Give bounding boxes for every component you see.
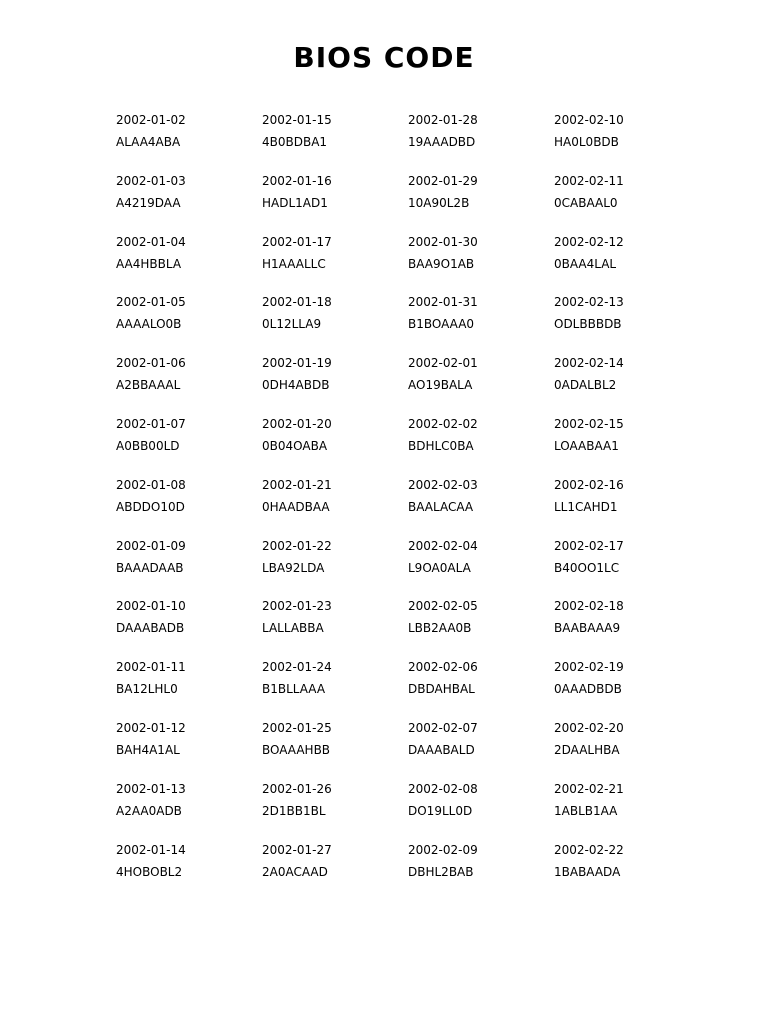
bios-entry [408, 657, 554, 718]
entry-date: 2002-02-14 [554, 356, 624, 371]
bios-entry [116, 414, 262, 475]
bios-entry [116, 353, 262, 414]
entry-date: 2002-02-04 [408, 538, 478, 553]
entry-code: 2A0ACAAD [262, 864, 328, 879]
bios-entry [262, 779, 408, 840]
entry-code: LBB2AA0B [408, 621, 472, 636]
entry-code: AA4HBBLA [116, 256, 182, 271]
entry-code: 0BAA4LAL [554, 256, 617, 271]
bios-entry [116, 840, 262, 901]
bios-entry [116, 292, 262, 353]
bios-entry [116, 779, 262, 840]
bios-entry [262, 353, 408, 414]
bios-entry [408, 353, 554, 414]
entry-code: 1ABLB1AA [554, 803, 618, 818]
bios-entry [262, 171, 408, 232]
bios-entry [408, 840, 554, 901]
bios-entry [408, 292, 554, 353]
entry-date: 2002-02-22 [554, 842, 624, 857]
entry-code: LL1CAHD1 [554, 499, 618, 514]
entry-date: 2002-01-24 [262, 660, 332, 675]
entry-code: 0B04OABA [262, 438, 328, 453]
entry-date: 2002-01-25 [262, 720, 332, 735]
entry-date: 2002-02-09 [408, 842, 478, 857]
entry-date: 2002-02-19 [554, 660, 624, 675]
entry-date: 2002-01-22 [262, 538, 332, 553]
bios-entry [554, 536, 700, 597]
bios-entry [554, 718, 700, 779]
bios-entry [262, 110, 408, 171]
entry-date: 2002-02-02 [408, 416, 478, 431]
entry-date: 2002-02-20 [554, 720, 624, 735]
bios-entry [408, 536, 554, 597]
bios-entry [408, 232, 554, 293]
entry-code: 4HOBOBL2 [116, 864, 183, 879]
entry-code: DAAABALD [408, 742, 475, 757]
entry-code: B40OO1LC [554, 560, 620, 575]
entry-date: 2002-01-29 [408, 173, 478, 188]
bios-entry [408, 171, 554, 232]
entry-code: BDHLC0BA [408, 438, 474, 453]
bios-entry [116, 657, 262, 718]
entry-code: 0CABAAL0 [554, 195, 618, 210]
entry-date: 2002-02-15 [554, 416, 624, 431]
entry-date: 2002-02-18 [554, 599, 624, 614]
entry-date: 2002-01-14 [116, 842, 186, 857]
entry-code: 0HAADBAA [262, 499, 330, 514]
entry-code: LOAABAA1 [554, 438, 619, 453]
entry-date: 2002-02-07 [408, 720, 478, 735]
entry-date: 2002-01-10 [116, 599, 186, 614]
entry-code: BAH4A1AL [116, 742, 180, 757]
entry-date: 2002-01-05 [116, 295, 186, 310]
entry-code: 0ADALBL2 [554, 378, 617, 393]
entry-code: A2BBAAAL [116, 378, 181, 393]
entry-date: 2002-01-23 [262, 599, 332, 614]
entry-date: 2002-02-12 [554, 234, 624, 249]
entry-date: 2002-02-21 [554, 781, 624, 796]
entry-code: DAAABADB [116, 621, 185, 636]
entry-date: 2002-01-09 [116, 538, 186, 553]
bios-entry [262, 840, 408, 901]
entry-code: 19AAADBD [408, 135, 476, 149]
entry-code: 0L12LLA9 [262, 317, 322, 332]
entry-code: BAA9O1AB [408, 256, 475, 271]
entry-date: 2002-01-26 [262, 781, 332, 796]
bios-code-table [116, 110, 716, 900]
entry-date: 2002-02-01 [408, 356, 478, 371]
bios-entry [554, 596, 700, 657]
entry-code: A2AA0ADB [116, 803, 182, 818]
entry-date: 2002-02-05 [408, 599, 478, 614]
entry-code: L9OA0ALA [408, 560, 471, 575]
bios-entry [408, 718, 554, 779]
entry-code: BA12LHL0 [116, 682, 178, 697]
entry-code: ODLBBBDB [554, 317, 622, 332]
entry-date: 2002-02-08 [408, 781, 478, 796]
bios-entry [116, 536, 262, 597]
bios-entry [408, 596, 554, 657]
bios-entry [262, 292, 408, 353]
entry-date: 2002-01-02 [116, 113, 186, 127]
entry-date: 2002-01-12 [116, 720, 186, 735]
entry-code: 2D1BB1BL [262, 803, 326, 818]
entry-date: 2002-01-27 [262, 842, 332, 857]
entry-code: A0BB00LD [116, 438, 180, 453]
entry-code: DBDAHBAL [408, 682, 475, 697]
entry-date: 2002-02-11 [554, 173, 624, 188]
entry-code: ALAA4ABA [116, 135, 181, 149]
entry-date: 2002-01-07 [116, 416, 186, 431]
bios-entry [408, 110, 554, 171]
entry-code: B1BLLAAA [262, 682, 326, 697]
page-title: BIOS CODE [293, 41, 475, 74]
bios-entry [554, 840, 700, 901]
entry-date: 2002-01-15 [262, 113, 332, 127]
entry-code: DO19LL0D [408, 803, 473, 818]
entry-date: 2002-01-04 [116, 234, 186, 249]
entry-date: 2002-01-28 [408, 113, 478, 127]
bios-entry [554, 292, 700, 353]
entry-code: BAAADAAB [116, 560, 184, 575]
bios-entry [116, 596, 262, 657]
entry-code: BOAAAHBB [262, 742, 331, 757]
entry-code: LALLABBA [262, 621, 324, 636]
entry-date: 2002-01-21 [262, 477, 332, 492]
entry-date: 2002-01-20 [262, 416, 332, 431]
entry-code: 4B0BDBA1 [262, 135, 328, 149]
bios-entry [116, 718, 262, 779]
entry-code: 2DAALHBA [554, 742, 620, 757]
entry-date: 2002-01-03 [116, 173, 186, 188]
bios-entry [116, 475, 262, 536]
bios-entry [262, 232, 408, 293]
entry-date: 2002-01-17 [262, 234, 332, 249]
bios-entry [554, 779, 700, 840]
entry-code: AO19BALA [408, 378, 473, 393]
entry-date: 2002-01-31 [408, 295, 478, 310]
bios-entry [554, 414, 700, 475]
bios-entry [262, 414, 408, 475]
bios-entry [116, 171, 262, 232]
entry-code: AAAALO0B [116, 317, 182, 332]
bios-entry [408, 475, 554, 536]
entry-date: 2002-01-13 [116, 781, 186, 796]
entry-date: 2002-02-17 [554, 538, 624, 553]
entry-code: B1BOAAA0 [408, 317, 475, 332]
entry-date: 2002-01-16 [262, 173, 332, 188]
entry-date: 2002-01-06 [116, 356, 186, 371]
entry-date: 2002-02-06 [408, 660, 478, 675]
entry-code: 0AAADBDB [554, 682, 622, 697]
bios-entry [554, 657, 700, 718]
entry-code: H1AAALLC [262, 256, 326, 271]
bios-entry [262, 657, 408, 718]
bios-entry [262, 596, 408, 657]
entry-date: 2002-01-19 [262, 356, 332, 371]
bios-entry [408, 779, 554, 840]
entry-date: 2002-02-16 [554, 477, 624, 492]
bios-entry [554, 110, 700, 171]
bios-entry [262, 718, 408, 779]
bios-entry [262, 475, 408, 536]
entry-date: 2002-01-11 [116, 660, 186, 675]
bios-entry [262, 536, 408, 597]
bios-entry [554, 171, 700, 232]
entry-code: BAABAAA9 [554, 621, 621, 636]
entry-code: A4219DAA [116, 195, 181, 210]
entry-code: 1BABAADA [554, 864, 621, 879]
entry-code: DBHL2BAB [408, 864, 474, 879]
entry-code: ABDDO10D [116, 499, 185, 514]
bios-entry [554, 475, 700, 536]
bios-entry [408, 414, 554, 475]
entry-date: 2002-01-18 [262, 295, 332, 310]
entry-date: 2002-01-30 [408, 234, 478, 249]
entry-code: 10A90L2B [408, 195, 470, 210]
entry-date: 2002-01-08 [116, 477, 186, 492]
bios-entry [554, 232, 700, 293]
bios-entry [116, 110, 262, 171]
bios-entry [116, 232, 262, 293]
bios-entry [554, 353, 700, 414]
entry-date: 2002-02-13 [554, 295, 624, 310]
entry-code: HA0L0BDB [554, 135, 619, 149]
entry-date: 2002-02-10 [554, 113, 624, 127]
entry-code: HADL1AD1 [262, 195, 328, 210]
entry-date: 2002-02-03 [408, 477, 478, 492]
entry-code: LBA92LDA [262, 560, 325, 575]
entry-code: 0DH4ABDB [262, 378, 330, 393]
entry-code: BAALACAA [408, 499, 474, 514]
